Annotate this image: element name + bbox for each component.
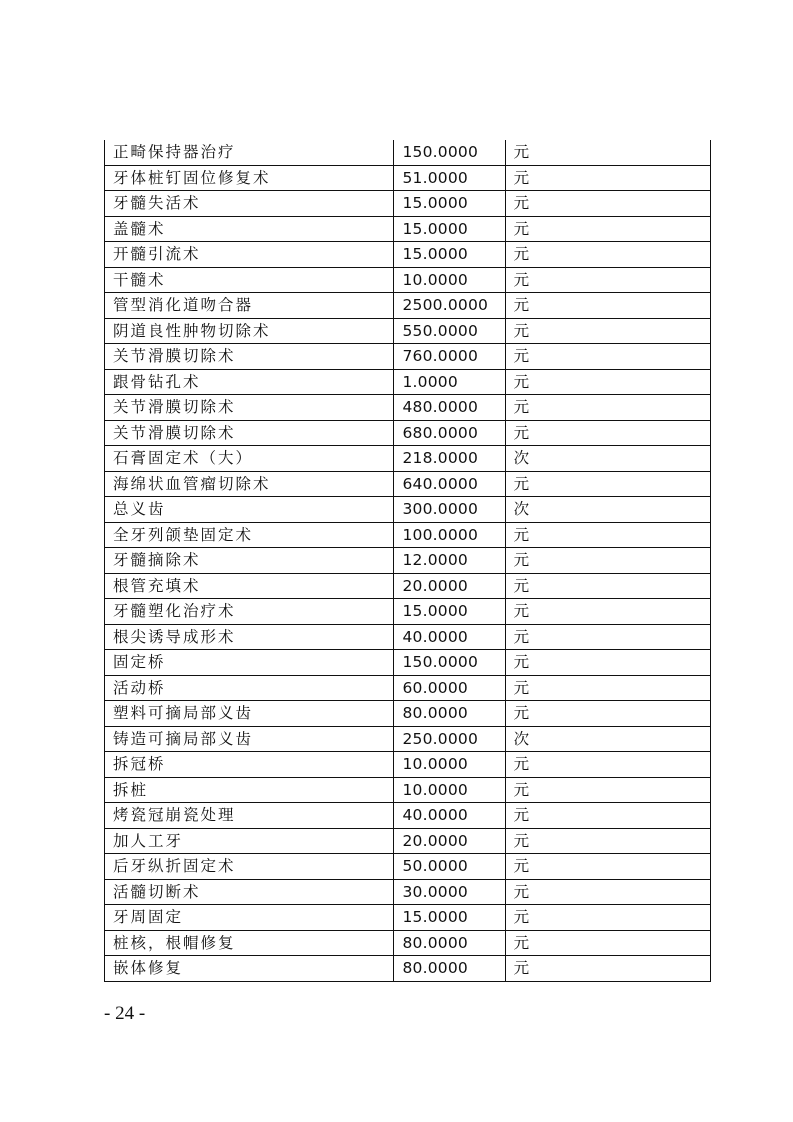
unit-cell: 元 (505, 573, 710, 599)
item-name-cell: 全牙列颌垫固定术 (105, 522, 394, 548)
unit-cell: 元 (505, 752, 710, 778)
table-row (105, 395, 711, 421)
table-row (105, 293, 711, 319)
table-row (105, 701, 711, 727)
item-name-cell: 活髓切断术 (105, 879, 394, 905)
unit-cell: 元 (505, 956, 710, 982)
table-row (105, 497, 711, 523)
price-cell: 20.0000 (394, 828, 505, 854)
table-row (105, 905, 711, 931)
unit-cell: 元 (505, 293, 710, 319)
item-name-cell: 正畸保持器治疗 (105, 140, 394, 165)
price-table-body (105, 140, 711, 981)
item-name-cell: 加人工牙 (105, 828, 394, 854)
price-cell: 51.0000 (394, 165, 505, 191)
unit-cell: 元 (505, 471, 710, 497)
table-row (105, 956, 711, 982)
unit-cell: 元 (505, 599, 710, 625)
unit-cell: 元 (505, 930, 710, 956)
price-cell: 150.0000 (394, 650, 505, 676)
price-cell: 550.0000 (394, 318, 505, 344)
table-row (105, 726, 711, 752)
price-cell: 2500.0000 (394, 293, 505, 319)
unit-cell: 元 (505, 777, 710, 803)
item-name-cell: 海绵状血管瘤切除术 (105, 471, 394, 497)
price-cell: 250.0000 (394, 726, 505, 752)
price-cell: 80.0000 (394, 956, 505, 982)
item-name-cell: 拆桩 (105, 777, 394, 803)
table-row (105, 471, 711, 497)
item-name-cell: 总义齿 (105, 497, 394, 523)
item-name-cell: 盖髓术 (105, 216, 394, 242)
item-name-cell: 固定桥 (105, 650, 394, 676)
price-cell: 150.0000 (394, 140, 505, 165)
item-name-cell: 牙髓失活术 (105, 191, 394, 217)
table-row (105, 854, 711, 880)
unit-cell: 元 (505, 803, 710, 829)
item-name-cell: 嵌体修复 (105, 956, 394, 982)
item-name-cell: 牙体桩钉固位修复术 (105, 165, 394, 191)
price-table (104, 140, 711, 982)
item-name-cell: 桩核，根帽修复 (105, 930, 394, 956)
price-cell: 480.0000 (394, 395, 505, 421)
price-cell: 10.0000 (394, 752, 505, 778)
unit-cell: 次 (505, 446, 710, 472)
item-name-cell: 管型消化道吻合器 (105, 293, 394, 319)
price-cell: 80.0000 (394, 930, 505, 956)
table-row (105, 522, 711, 548)
unit-cell: 元 (505, 650, 710, 676)
price-cell: 15.0000 (394, 191, 505, 217)
item-name-cell: 牙髓摘除术 (105, 548, 394, 574)
unit-cell: 元 (505, 242, 710, 268)
table-row (105, 624, 711, 650)
item-name-cell: 关节滑膜切除术 (105, 344, 394, 370)
item-name-cell: 塑料可摘局部义齿 (105, 701, 394, 727)
price-cell: 15.0000 (394, 242, 505, 268)
table-row (105, 242, 711, 268)
unit-cell: 元 (505, 395, 710, 421)
table-row (105, 803, 711, 829)
table-row (105, 191, 711, 217)
unit-cell: 元 (505, 675, 710, 701)
unit-cell: 元 (505, 854, 710, 880)
table-row (105, 344, 711, 370)
item-name-cell: 关节滑膜切除术 (105, 395, 394, 421)
table-row (105, 599, 711, 625)
unit-cell: 元 (505, 828, 710, 854)
table-row (105, 216, 711, 242)
price-cell: 680.0000 (394, 420, 505, 446)
price-cell: 40.0000 (394, 803, 505, 829)
item-name-cell: 根尖诱导成形术 (105, 624, 394, 650)
item-name-cell: 拆冠桥 (105, 752, 394, 778)
table-row (105, 446, 711, 472)
table-row (105, 828, 711, 854)
item-name-cell: 跟骨钻孔术 (105, 369, 394, 395)
table-row (105, 267, 711, 293)
price-cell: 640.0000 (394, 471, 505, 497)
item-name-cell: 阴道良性肿物切除术 (105, 318, 394, 344)
unit-cell: 元 (505, 624, 710, 650)
item-name-cell: 根管充填术 (105, 573, 394, 599)
table-row (105, 369, 711, 395)
unit-cell: 元 (505, 522, 710, 548)
unit-cell: 元 (505, 420, 710, 446)
price-cell: 20.0000 (394, 573, 505, 599)
unit-cell: 元 (505, 318, 710, 344)
item-name-cell: 牙周固定 (105, 905, 394, 931)
unit-cell: 元 (505, 191, 710, 217)
price-cell: 50.0000 (394, 854, 505, 880)
price-cell: 10.0000 (394, 267, 505, 293)
item-name-cell: 烤瓷冠崩瓷处理 (105, 803, 394, 829)
unit-cell: 元 (505, 344, 710, 370)
unit-cell: 元 (505, 140, 710, 165)
unit-cell: 元 (505, 369, 710, 395)
item-name-cell: 活动桥 (105, 675, 394, 701)
table-row (105, 879, 711, 905)
price-cell: 30.0000 (394, 879, 505, 905)
table-row (105, 650, 711, 676)
item-name-cell: 关节滑膜切除术 (105, 420, 394, 446)
unit-cell: 元 (505, 548, 710, 574)
unit-cell: 元 (505, 216, 710, 242)
unit-cell: 次 (505, 497, 710, 523)
table-row (105, 318, 711, 344)
table-row (105, 777, 711, 803)
table-row (105, 675, 711, 701)
unit-cell: 元 (505, 701, 710, 727)
price-cell: 60.0000 (394, 675, 505, 701)
price-cell: 12.0000 (394, 548, 505, 574)
price-cell: 1.0000 (394, 369, 505, 395)
unit-cell: 次 (505, 726, 710, 752)
table-row (105, 548, 711, 574)
table-row (105, 140, 711, 165)
item-name-cell: 后牙纵折固定术 (105, 854, 394, 880)
unit-cell: 元 (505, 267, 710, 293)
price-cell: 40.0000 (394, 624, 505, 650)
page-number: - 24 - (104, 1003, 146, 1024)
price-cell: 300.0000 (394, 497, 505, 523)
item-name-cell: 铸造可摘局部义齿 (105, 726, 394, 752)
price-cell: 10.0000 (394, 777, 505, 803)
item-name-cell: 开髓引流术 (105, 242, 394, 268)
table-row (105, 165, 711, 191)
unit-cell: 元 (505, 905, 710, 931)
price-cell: 15.0000 (394, 216, 505, 242)
unit-cell: 元 (505, 165, 710, 191)
price-cell: 15.0000 (394, 599, 505, 625)
table-row (105, 420, 711, 446)
item-name-cell: 牙髓塑化治疗术 (105, 599, 394, 625)
item-name-cell: 干髓术 (105, 267, 394, 293)
item-name-cell: 石膏固定术（大） (105, 446, 394, 472)
price-cell: 760.0000 (394, 344, 505, 370)
table-row (105, 930, 711, 956)
price-cell: 80.0000 (394, 701, 505, 727)
table-row (105, 752, 711, 778)
price-cell: 100.0000 (394, 522, 505, 548)
unit-cell: 元 (505, 879, 710, 905)
price-cell: 15.0000 (394, 905, 505, 931)
table-row (105, 573, 711, 599)
price-cell: 218.0000 (394, 446, 505, 472)
